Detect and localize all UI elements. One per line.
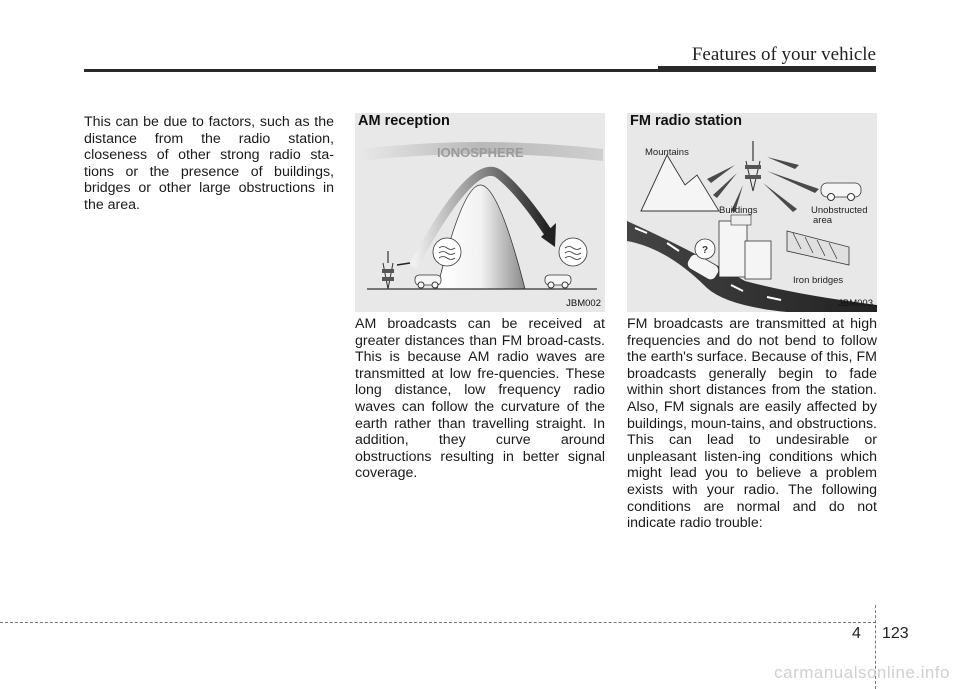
mountains-label: Mountains <box>645 147 689 158</box>
footer-rule <box>0 622 876 623</box>
fm-tower <box>745 141 761 191</box>
buildings <box>719 215 771 279</box>
fm-station-figure <box>627 113 877 312</box>
right-column-text: FM broadcasts are transmitted at high frequencies and do not bend to follow the earth's surface. Because of this, FM broadcasts generally begin to fade within short distances from the station. Also, FM signals are easily affected by buildings, moun-tains, and obstructions. This can lead to undesirable or unpleasant listen-ing conditions which might lead you to believe a problem exists with your radio. The following conditions are normal and do not indicate radio trouble: <box>627 316 877 532</box>
fm-car-unobstructed <box>821 183 861 201</box>
unobstructed-area-label: area <box>813 215 833 226</box>
page-header-title: Features of your vehicle <box>691 44 876 65</box>
unobstructed-label: Unobstructed <box>811 205 868 216</box>
left-column-text: This can be due to factors, such as the distance from the radio station, closeness of other strong radio sta-tions or the presence of buildings, bridges or other large obstructions in the area. <box>84 114 334 213</box>
iron-bridge <box>787 231 849 265</box>
am-figure-code: JBM002 <box>566 298 601 309</box>
mountains <box>641 155 719 211</box>
am-illustration <box>355 113 605 312</box>
fm-figure-title: FM radio station <box>630 113 742 129</box>
question-mark-label: ? <box>702 245 709 256</box>
middle-column-text: AM broadcasts can be received at greater distances than FM broad-casts. This is because AM radio waves are transmitted at low fre-quencies. These long distance, low frequency radio waves can follow the curvature of the earth rather than travelling straight. In addition, they curve around obstructions resulting in better signal coverage. <box>355 316 605 482</box>
signal-arrows <box>707 157 819 212</box>
ionosphere-label: IONOSPHERE <box>437 145 524 160</box>
fm-figure-code: JBM003 <box>838 298 873 309</box>
am-reception-figure <box>355 113 605 312</box>
speech-bubble-left <box>433 238 461 266</box>
car-right <box>545 275 571 288</box>
header-rule-accent <box>658 66 876 72</box>
page-section-number: 4 <box>852 625 861 642</box>
am-figure-title: AM reception <box>358 113 450 129</box>
am-tower <box>382 251 394 289</box>
speech-bubble-right <box>559 238 587 266</box>
watermark: carmanualsonline.info <box>774 663 950 682</box>
buildings-label: Buildings <box>719 205 758 216</box>
iron-bridges-label: Iron bridges <box>793 275 844 286</box>
car-left <box>415 275 441 288</box>
page-number: 123 <box>882 625 909 642</box>
fm-speech-bubble <box>695 239 715 259</box>
fm-illustration <box>627 113 877 312</box>
